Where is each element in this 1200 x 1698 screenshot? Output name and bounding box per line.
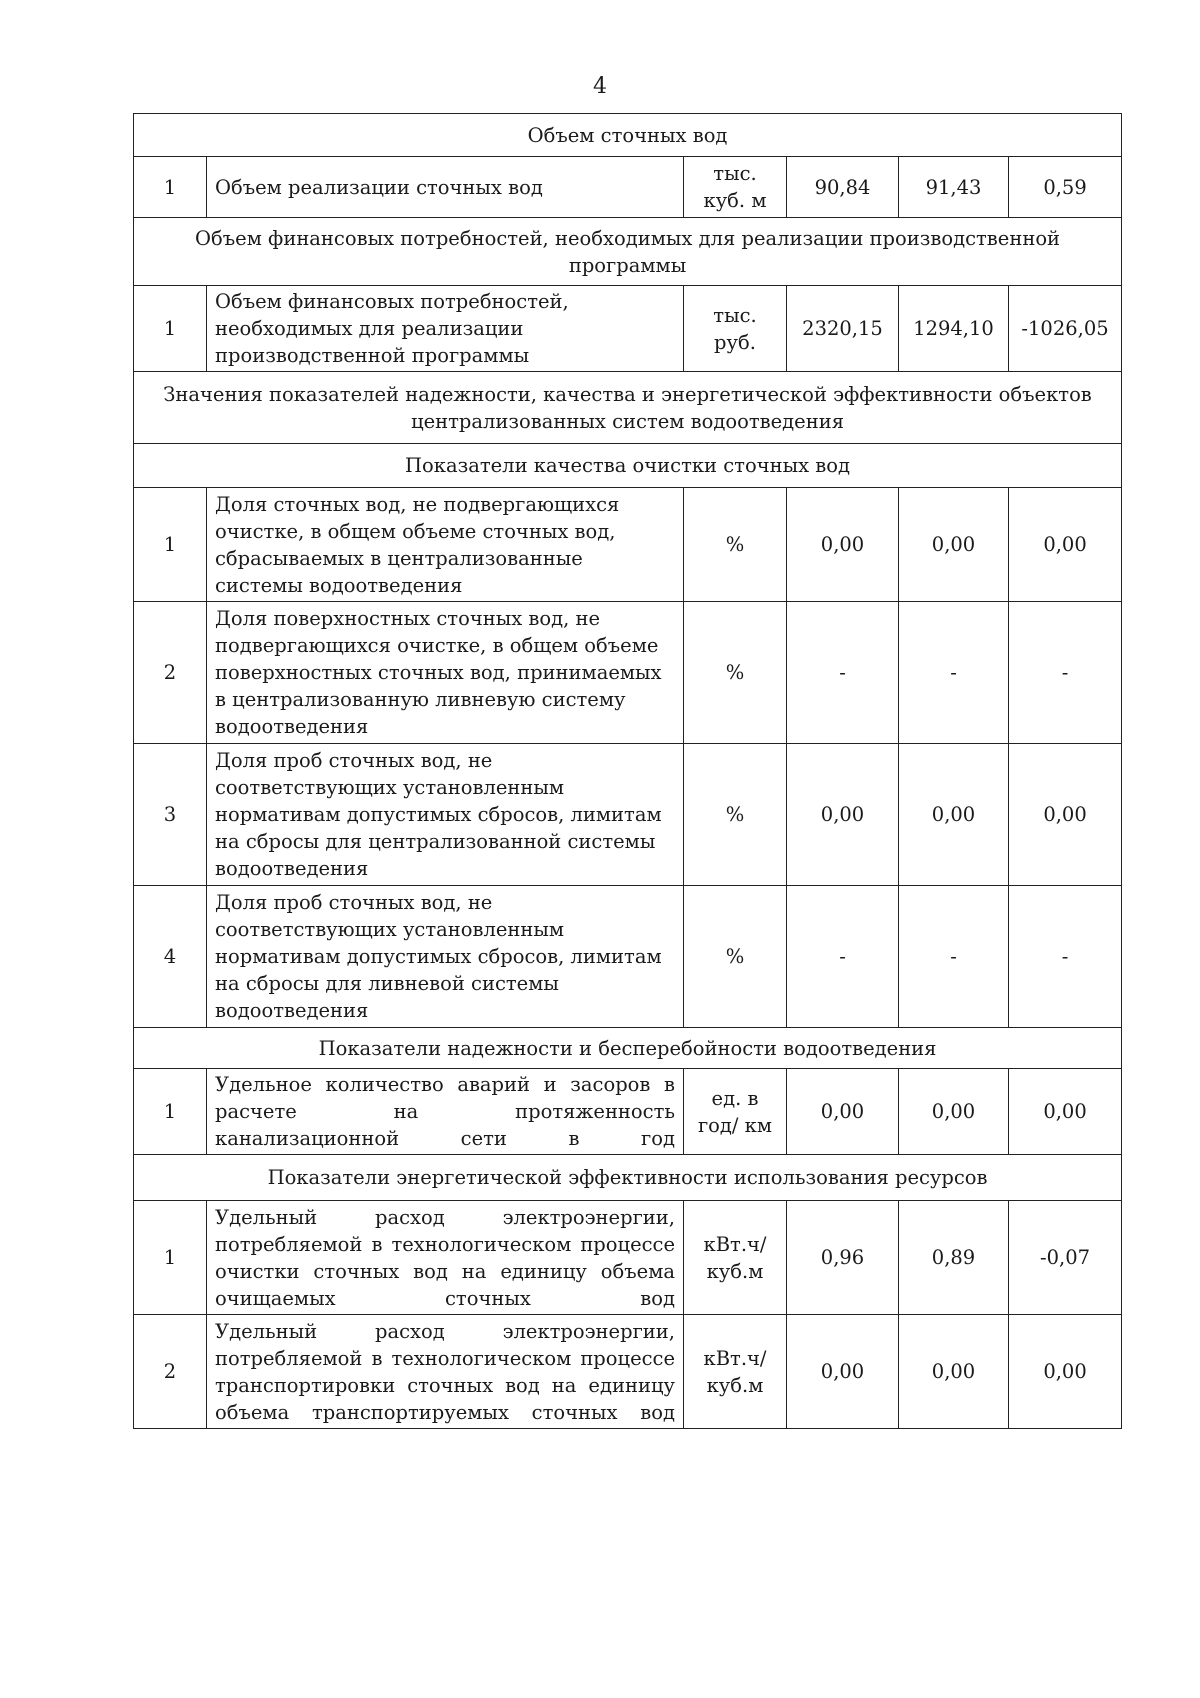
section-title: Показатели надежности и бесперебойности водоотведения bbox=[134, 1028, 1122, 1069]
row-number: 1 bbox=[134, 157, 207, 218]
row-number: 3 bbox=[134, 744, 207, 886]
row-number: 4 bbox=[134, 886, 207, 1028]
row-unit: % bbox=[684, 602, 787, 744]
row-description: Удельное количество аварий и засоров в расчете на протяженность канализационной сети в год bbox=[207, 1069, 684, 1155]
section-title: Объем финансовых потребностей, необходимых для реализации производственной программы bbox=[134, 218, 1122, 286]
row-value-1: 0,00 bbox=[787, 1315, 899, 1429]
row-unit: кВт.ч/ куб.м bbox=[684, 1201, 787, 1315]
row-unit: ед. в год/ км bbox=[684, 1069, 787, 1155]
row-description: Объем финансовых потребностей, необходимых для реализации производственной программы bbox=[207, 286, 684, 372]
section-header-row bbox=[134, 444, 1122, 488]
section-title: Объем сточных вод bbox=[134, 114, 1122, 157]
row-unit: кВт.ч/ куб.м bbox=[684, 1315, 787, 1429]
row-number: 1 bbox=[134, 286, 207, 372]
row-value-2: 0,00 bbox=[899, 744, 1009, 886]
row-value-3: - bbox=[1009, 602, 1122, 744]
row-number: 2 bbox=[134, 602, 207, 744]
row-value-2: 1294,10 bbox=[899, 286, 1009, 372]
row-description: Объем реализации сточных вод bbox=[207, 157, 684, 218]
row-number: 1 bbox=[134, 1201, 207, 1315]
row-value-2: - bbox=[899, 602, 1009, 744]
row-unit: % bbox=[684, 744, 787, 886]
row-description: Доля проб сточных вод, не соответствующих установленным нормативам допустимых сбросов, лимитам на сбросы для ливневой системы водоотведения bbox=[207, 886, 684, 1028]
row-value-3: - bbox=[1009, 886, 1122, 1028]
section-title: Показатели энергетической эффективности использования ресурсов bbox=[134, 1155, 1122, 1201]
table-row bbox=[134, 1069, 1122, 1155]
row-value-3: 0,00 bbox=[1009, 1069, 1122, 1155]
table-row bbox=[134, 602, 1122, 744]
row-value-2: 0,89 bbox=[899, 1201, 1009, 1315]
section-title: Показатели качества очистки сточных вод bbox=[134, 444, 1122, 488]
section-header-row bbox=[134, 1028, 1122, 1069]
row-unit: тыс. руб. bbox=[684, 286, 787, 372]
row-value-3: 0,00 bbox=[1009, 1315, 1122, 1429]
section-header-row bbox=[134, 218, 1122, 286]
row-value-1: - bbox=[787, 886, 899, 1028]
row-value-2: 0,00 bbox=[899, 488, 1009, 602]
row-value-3: 0,00 bbox=[1009, 488, 1122, 602]
row-value-2: - bbox=[899, 886, 1009, 1028]
row-value-3: 0,00 bbox=[1009, 744, 1122, 886]
row-unit: тыс. куб. м bbox=[684, 157, 787, 218]
page-number: 4 bbox=[593, 74, 607, 99]
row-value-2: 0,00 bbox=[899, 1069, 1009, 1155]
table-row bbox=[134, 286, 1122, 372]
table-row bbox=[134, 744, 1122, 886]
row-value-1: 2320,15 bbox=[787, 286, 899, 372]
section-title: Значения показателей надежности, качества и энергетической эффективности объектов централизованных систем водоотведения bbox=[134, 372, 1122, 444]
row-value-2: 0,00 bbox=[899, 1315, 1009, 1429]
row-value-3: -1026,05 bbox=[1009, 286, 1122, 372]
row-number: 2 bbox=[134, 1315, 207, 1429]
row-value-1: 0,00 bbox=[787, 744, 899, 886]
table-row bbox=[134, 157, 1122, 218]
section-header-row bbox=[134, 1155, 1122, 1201]
row-value-1: 0,96 bbox=[787, 1201, 899, 1315]
row-number: 1 bbox=[134, 1069, 207, 1155]
row-value-1: 0,00 bbox=[787, 1069, 899, 1155]
section-header-row bbox=[134, 372, 1122, 444]
table-row bbox=[134, 488, 1122, 602]
row-number: 1 bbox=[134, 488, 207, 602]
row-description: Доля сточных вод, не подвергающихся очистке, в общем объеме сточных вод, сбрасываемых в централизованные системы водоотведения bbox=[207, 488, 684, 602]
indicators-table bbox=[133, 113, 1122, 1429]
section-header-row bbox=[134, 114, 1122, 157]
row-value-2: 91,43 bbox=[899, 157, 1009, 218]
row-description: Удельный расход электроэнергии, потребляемой в технологическом процессе транспортировки сточных вод на единицу объема транспортируемых сточных вод bbox=[207, 1315, 684, 1429]
row-description: Доля поверхностных сточных вод, не подвергающихся очистке, в общем объеме поверхностных сточных вод, принимаемых в централизованную ливневую систему водоотведения bbox=[207, 602, 684, 744]
row-description: Удельный расход электроэнергии, потребляемой в технологическом процессе очистки сточных вод на единицу объема очищаемых сточных вод bbox=[207, 1201, 684, 1315]
row-unit: % bbox=[684, 886, 787, 1028]
table-row bbox=[134, 1201, 1122, 1315]
row-value-1: 90,84 bbox=[787, 157, 899, 218]
table-row bbox=[134, 1315, 1122, 1429]
row-value-3: 0,59 bbox=[1009, 157, 1122, 218]
row-value-3: -0,07 bbox=[1009, 1201, 1122, 1315]
table-row bbox=[134, 886, 1122, 1028]
row-value-1: 0,00 bbox=[787, 488, 899, 602]
row-value-1: - bbox=[787, 602, 899, 744]
row-unit: % bbox=[684, 488, 787, 602]
row-description: Доля проб сточных вод, не соответствующих установленным нормативам допустимых сбросов, лимитам на сбросы для централизованной системы водоотведения bbox=[207, 744, 684, 886]
